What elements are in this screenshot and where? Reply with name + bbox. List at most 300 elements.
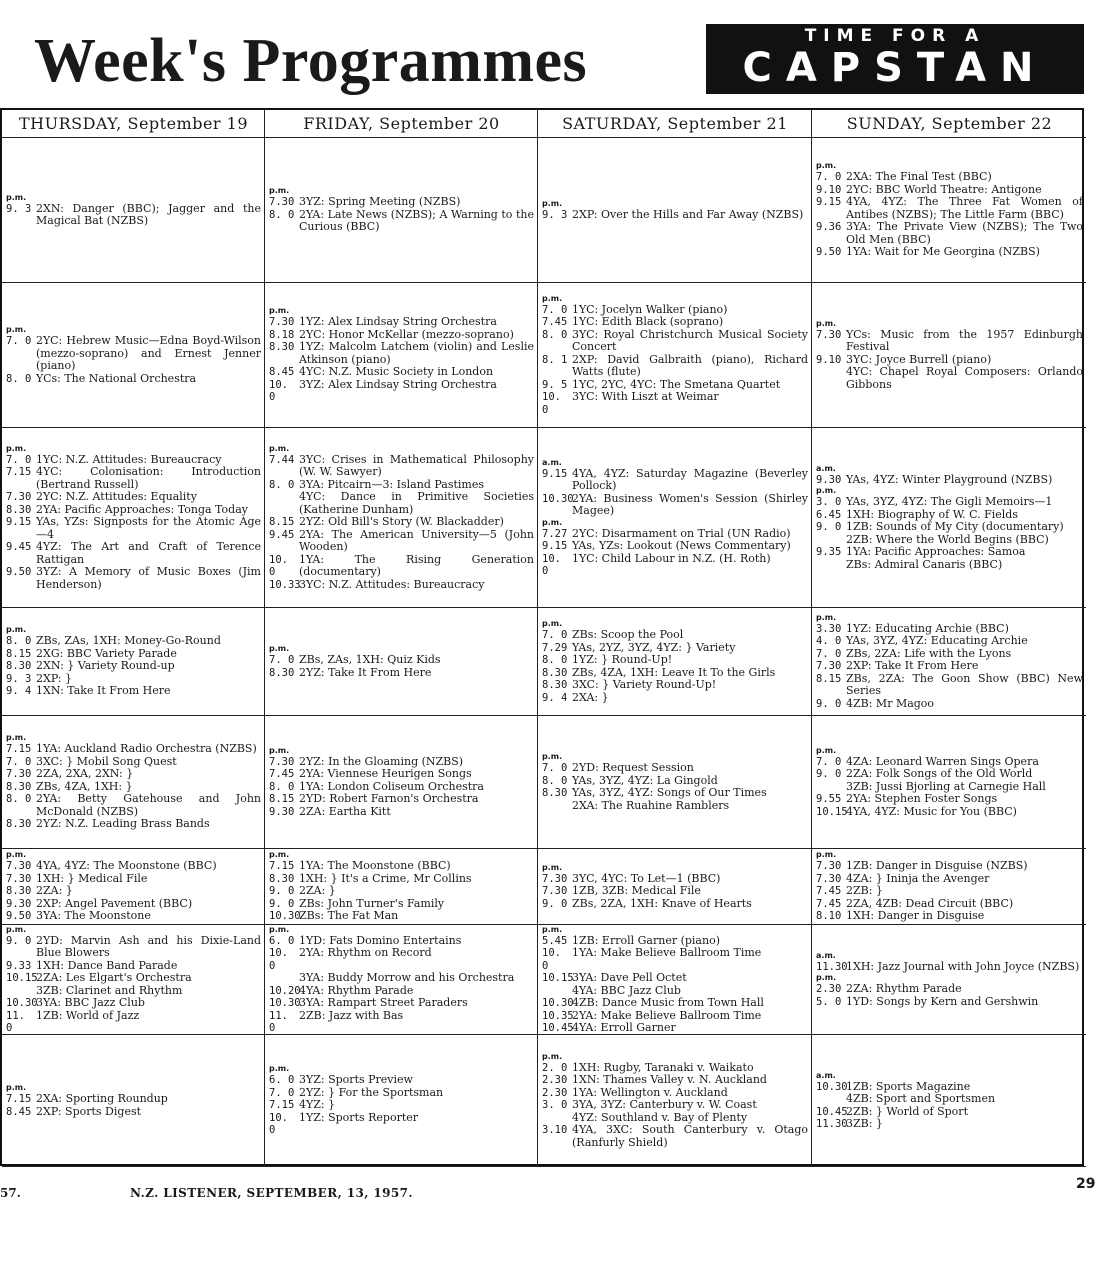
programme-title: 2ZB: Where the World Begins (BBC) bbox=[846, 532, 1049, 546]
programme-entry bbox=[6, 1010, 261, 1035]
programme-cell bbox=[265, 716, 538, 849]
programme-title: 1YA: Auckland Radio Orchestra (NZBS) bbox=[36, 742, 257, 756]
programme-title: 3YC: Royal Christchurch Musical Society Concert bbox=[572, 327, 808, 354]
programme-entry bbox=[816, 246, 1083, 259]
programme-title: 1YC: Jocelyn Walker (piano) bbox=[572, 302, 728, 316]
programme-entry bbox=[269, 997, 534, 1010]
programme-time: 9. 3 bbox=[6, 202, 32, 215]
programme-title: 2XA: The Ruahine Ramblers bbox=[572, 798, 730, 812]
day-header: FRIDAY, September 20 bbox=[265, 110, 538, 138]
programme-entry bbox=[6, 373, 261, 386]
programme-time: 11. 0 bbox=[6, 1009, 25, 1034]
programme-title: 2YC: Honor McKellar (mezzo-soprano) bbox=[299, 327, 514, 341]
time-period-label: a.m. bbox=[816, 463, 836, 473]
programme-time: 7.45 bbox=[816, 885, 842, 898]
programme-time: 8.30 bbox=[6, 780, 32, 793]
programme-cell bbox=[2, 716, 265, 849]
programme-entry bbox=[269, 947, 534, 972]
programme-entry bbox=[269, 768, 534, 781]
programme-time: 7.15 bbox=[269, 860, 295, 873]
programme-title: YAs, 4YZ: Winter Playground (NZBS) bbox=[846, 472, 1053, 486]
time-period-label: p.m. bbox=[542, 517, 563, 527]
programme-entry bbox=[6, 635, 261, 648]
programme-time: 9. 0 bbox=[269, 897, 295, 910]
programme-entry bbox=[542, 1022, 808, 1035]
programme-time: 8.30 bbox=[542, 666, 568, 679]
programme-time: 9. 0 bbox=[6, 934, 32, 947]
time-period-label: p.m. bbox=[6, 192, 27, 202]
programme-title: 1YA: Pacific Approaches: Samoa bbox=[846, 545, 1026, 559]
time-period-label: p.m. bbox=[269, 925, 290, 934]
programme-title: YAs, 3YZ, 4YZ: Educating Archie bbox=[846, 634, 1028, 648]
programme-title: 1YD: Fats Domino Entertains bbox=[299, 933, 462, 947]
programme-entry bbox=[6, 541, 261, 566]
programme-time: 4. 0 bbox=[816, 635, 842, 648]
programme-entry bbox=[816, 793, 1083, 806]
programme-entry bbox=[6, 1106, 261, 1119]
programme-cell bbox=[265, 428, 538, 608]
programme-time bbox=[816, 781, 846, 794]
programme-time: 8.30 bbox=[6, 503, 32, 516]
time-period-label: p.m. bbox=[269, 644, 290, 653]
programme-cell bbox=[265, 608, 538, 716]
programme-time: 7.30 bbox=[542, 885, 568, 898]
programme-time: 7. 0 bbox=[6, 335, 32, 347]
programme-time: 7.45 bbox=[542, 316, 568, 329]
programme-title: ZBs, 2ZA: Life with the Lyons bbox=[846, 646, 1012, 660]
time-period-label: p.m. bbox=[816, 612, 837, 622]
programme-title: 3YA: Pitcairn—3: Island Pastimes bbox=[299, 477, 484, 491]
programme-title: 4YA, 3XC: South Canterbury v. Otago (Ranfurly Shield) bbox=[572, 1123, 808, 1149]
programme-time: 9.55 bbox=[816, 793, 842, 806]
programme-entry bbox=[269, 654, 534, 667]
programme-time: 10. 0 bbox=[269, 378, 288, 404]
programme-cell bbox=[812, 1035, 1086, 1167]
time-period-label: p.m. bbox=[6, 1083, 27, 1092]
time-period-label: p.m. bbox=[542, 619, 563, 628]
programme-time: 10.35 bbox=[542, 1009, 574, 1022]
programme-title: 1ZB: Danger in Disguise (NZBS) bbox=[846, 859, 1028, 873]
programme-entry bbox=[816, 885, 1083, 898]
programme-entry bbox=[269, 579, 534, 592]
programme-title: 3YC: N.Z. Attitudes: Bureaucracy bbox=[299, 577, 485, 591]
time-period-label: p.m. bbox=[6, 443, 27, 453]
programme-time: 7.29 bbox=[542, 641, 568, 654]
programme-cell bbox=[538, 283, 812, 428]
programme-time bbox=[816, 559, 846, 572]
programme-time: 9.15 bbox=[6, 516, 32, 529]
programme-title: YCs: Music from the 1957 Edinburgh Festival bbox=[846, 327, 1083, 354]
programme-entry bbox=[542, 898, 808, 911]
programme-title: 2XP: Sports Digest bbox=[36, 1104, 142, 1118]
programme-entry bbox=[542, 391, 808, 416]
programme-time bbox=[542, 1112, 572, 1125]
programme-title: ZBs: Admiral Canaris (BBC) bbox=[846, 557, 1003, 571]
programme-cell bbox=[2, 608, 265, 716]
programme-time: 6. 0 bbox=[269, 934, 295, 947]
programme-cell bbox=[812, 138, 1086, 283]
programme-title: 2YA: Late News (NZBS); A Warning to the Curious (BBC) bbox=[299, 207, 534, 234]
programme-title: 1YD: Songs by Kern and Gershwin bbox=[846, 994, 1039, 1008]
programme-time: 7.30 bbox=[816, 860, 842, 873]
programme-title: 4ZB: Mr Magoo bbox=[846, 696, 935, 710]
programme-entry bbox=[269, 806, 534, 819]
programme-cell bbox=[812, 716, 1086, 849]
programme-title: 4ZB: Dance Music from Town Hall bbox=[572, 996, 764, 1009]
programme-time: 8.18 bbox=[269, 328, 295, 341]
programme-time: 9.45 bbox=[269, 528, 295, 541]
programme-entry bbox=[542, 787, 808, 800]
programme-time: 9.30 bbox=[6, 897, 32, 910]
programme-title: 4YC: N.Z. Music Society in London bbox=[299, 365, 494, 379]
programme-title: ZBs, ZAs, 1XH: Quiz Kids bbox=[299, 653, 441, 666]
programme-time: 3. 0 bbox=[816, 496, 842, 509]
programme-title: 4YC: Chapel Royal Composers: Orlando Gibbons bbox=[846, 365, 1083, 391]
programme-time: 2.30 bbox=[542, 1086, 568, 1099]
programme-entry bbox=[816, 1118, 1083, 1131]
programme-time: 9.45 bbox=[6, 541, 32, 554]
programme-title: 2ZA, 4ZB: Dead Circuit (BBC) bbox=[846, 896, 1014, 910]
footer-publication: N.Z. LISTENER, SEPTEMBER, 13, 1957. bbox=[130, 1186, 413, 1200]
programme-title: 2YC: BBC World Theatre: Antigone bbox=[846, 182, 1042, 196]
programme-title: 2XP: } bbox=[36, 671, 73, 685]
programme-grid bbox=[0, 108, 1084, 1166]
programme-time: 7. 0 bbox=[816, 171, 842, 184]
programme-title: 2XA: The Final Test (BBC) bbox=[846, 170, 992, 184]
programme-time: 10.30 bbox=[269, 910, 301, 923]
programme-title: 1YA: Wait for Me Georgina (NZBS) bbox=[846, 245, 1040, 259]
programme-title: 2ZA: Rhythm Parade bbox=[846, 982, 962, 996]
time-period-label: p.m. bbox=[816, 973, 837, 983]
programme-time: 10.20 bbox=[269, 984, 301, 997]
programme-time: 2. 0 bbox=[542, 1061, 568, 1074]
programme-title: 2YZ: N.Z. Leading Brass Bands bbox=[36, 817, 210, 831]
programme-title: 1ZB, 3ZB: Medical File bbox=[572, 884, 701, 898]
programme-time: 8. 0 bbox=[269, 208, 295, 221]
programme-title: 2YA: Business Women's Session (Shirley Magee) bbox=[572, 491, 808, 517]
programme-time: 10.45 bbox=[542, 1022, 574, 1034]
programme-entry bbox=[269, 1010, 534, 1035]
programme-title: 3YC, 4YC: To Let—1 (BBC) bbox=[572, 871, 721, 885]
advert-line-2: CAPSTAN bbox=[742, 45, 1048, 91]
programme-title: 3YA: The Moonstone bbox=[36, 909, 151, 923]
programme-time: 9.33 bbox=[6, 959, 32, 972]
programme-entry bbox=[269, 1099, 534, 1112]
time-period-label: p.m. bbox=[269, 186, 290, 196]
programme-title: 4YA, 4YZ: The Moonstone (BBC) bbox=[36, 859, 217, 873]
programme-entry bbox=[542, 997, 808, 1010]
programme-entry bbox=[269, 516, 534, 529]
programme-entry bbox=[6, 818, 261, 831]
time-period-label: p.m. bbox=[6, 850, 27, 860]
programme-title: YAs, 2YZ, 3YZ, 4YZ: } Variety bbox=[572, 640, 736, 654]
programme-title: 2ZA: Les Elgart's Orchestra bbox=[36, 971, 192, 984]
programme-entry bbox=[816, 221, 1083, 246]
programme-title: 1XN: Thames Valley v. N. Auckland bbox=[572, 1073, 767, 1087]
programme-entry bbox=[269, 341, 534, 366]
programme-entry bbox=[269, 209, 534, 234]
programme-entry bbox=[269, 529, 534, 554]
programme-entry bbox=[542, 947, 808, 972]
time-period-label: p.m. bbox=[816, 318, 837, 328]
programme-time: 3. 0 bbox=[542, 1099, 568, 1112]
programme-time: 7.30 bbox=[6, 872, 32, 885]
programme-entry bbox=[816, 910, 1083, 923]
programme-entry bbox=[542, 354, 808, 379]
programme-title: 4ZA: } Ininja the Avenger bbox=[846, 871, 990, 885]
time-period-label: p.m. bbox=[542, 752, 563, 761]
programme-cell bbox=[812, 925, 1086, 1035]
programme-time: 7. 0 bbox=[816, 647, 842, 660]
programme-time: 7.30 bbox=[542, 872, 568, 885]
programme-entry bbox=[269, 491, 534, 516]
programme-title: 4YA, 4YZ: The Three Fat Women of Antibes (NZBS); The Little Farm (BBC) bbox=[846, 195, 1083, 221]
programme-entry bbox=[542, 493, 808, 518]
programme-cell bbox=[265, 283, 538, 428]
programme-time: 7.44 bbox=[269, 453, 295, 466]
programme-entry bbox=[542, 553, 808, 578]
programme-title: 1XH: } It's a Crime, Mr Collins bbox=[299, 871, 472, 885]
programme-entry bbox=[6, 793, 261, 818]
programme-entry bbox=[269, 366, 534, 379]
programme-cell bbox=[812, 283, 1086, 428]
programme-entry bbox=[816, 521, 1083, 534]
programme-cell bbox=[2, 138, 265, 283]
programme-cell bbox=[812, 428, 1086, 608]
programme-entry bbox=[816, 806, 1083, 819]
programme-entry bbox=[542, 540, 808, 553]
programme-time: 8.30 bbox=[6, 660, 32, 673]
programme-title: YCs: The National Orchestra bbox=[36, 371, 197, 385]
programme-entry bbox=[6, 491, 261, 504]
programme-title: 1YA: The Moonstone (BBC) bbox=[299, 859, 451, 873]
programme-time: 3.30 bbox=[816, 622, 842, 635]
programme-time: 9.10 bbox=[816, 353, 842, 366]
programme-title: 1ZB: Erroll Garner (piano) bbox=[572, 933, 720, 947]
page-title: Week's Programmes bbox=[34, 27, 588, 95]
time-period-label: p.m. bbox=[269, 745, 290, 755]
programme-title: 3YA: The Private View (NZBS); The Two Old Men (BBC) bbox=[846, 220, 1083, 246]
programme-time: 10.15 bbox=[6, 972, 38, 984]
programme-time: 10.15 bbox=[542, 972, 574, 984]
programme-time: 7. 0 bbox=[542, 762, 568, 774]
programme-time: 7. 0 bbox=[542, 629, 568, 641]
programme-title: 4YA, 4YZ: Music for You (BBC) bbox=[846, 804, 1017, 818]
programme-entry bbox=[542, 329, 808, 354]
programme-title: 2YD: Marvin Ash and his Dixie-Land Blue Blowers bbox=[36, 933, 261, 959]
programme-title: 1XH: } Medical File bbox=[36, 871, 148, 885]
programme-time: 9.50 bbox=[816, 246, 842, 259]
programme-entry bbox=[6, 685, 261, 698]
programme-title: 1XN: Take It From Here bbox=[36, 684, 171, 698]
programme-time: 3.10 bbox=[542, 1124, 568, 1137]
programme-title: 2XP: David Galbraith (piano), Richard Watts (flute) bbox=[572, 352, 808, 379]
programme-title: 4YC: Dance in Primitive Societies (Katherine Dunham) bbox=[299, 490, 534, 516]
programme-time: 7. 0 bbox=[269, 1086, 295, 1099]
programme-time: 9.10 bbox=[816, 183, 842, 196]
programme-entry bbox=[816, 996, 1083, 1009]
programme-time: 9. 4 bbox=[542, 691, 568, 704]
programme-title: ZBs: John Turner's Family bbox=[299, 896, 445, 910]
programme-time: 8.30 bbox=[269, 341, 295, 354]
programme-title: 1XH: Rugby, Taranaki v. Waikato bbox=[572, 1060, 754, 1074]
programme-title: 3YZ: Spring Meeting (NZBS) bbox=[299, 195, 461, 209]
programme-entry bbox=[816, 860, 1083, 873]
programme-time: 8. 0 bbox=[269, 478, 295, 491]
programme-entry bbox=[816, 366, 1083, 391]
programme-time: 7.30 bbox=[6, 491, 32, 504]
programme-entry bbox=[542, 629, 808, 642]
programme-title: YAs, YZs: Lookout (News Commentary) bbox=[572, 539, 791, 552]
programme-time: 8.10 bbox=[816, 910, 842, 923]
programme-title: 4YZ: } bbox=[299, 1098, 336, 1112]
programme-time: 9. 5 bbox=[542, 378, 568, 391]
programme-title: 2YZ: Old Bill's Story (W. Blackadder) bbox=[299, 515, 504, 529]
programme-cell bbox=[538, 925, 812, 1035]
programme-title: 2ZB: } World of Sport bbox=[846, 1104, 968, 1118]
programme-time: 7.30 bbox=[269, 316, 295, 329]
programme-time: 5. 0 bbox=[816, 995, 842, 1008]
programme-title: 3YC: With Liszt at Weimar bbox=[572, 390, 719, 404]
programme-title: 1YA: Wellington v. Auckland bbox=[572, 1085, 728, 1099]
programme-title: 3YA: Dave Pell Octet bbox=[572, 971, 687, 984]
time-period-label: p.m. bbox=[269, 1064, 290, 1074]
programme-time: 7.30 bbox=[269, 755, 295, 768]
programme-entry bbox=[816, 546, 1083, 559]
programme-time: 9. 3 bbox=[542, 208, 568, 221]
programme-time: 5.45 bbox=[542, 934, 568, 947]
programme-entry bbox=[6, 335, 261, 373]
programme-entry bbox=[6, 768, 261, 781]
programme-time: 9.36 bbox=[816, 221, 842, 234]
programme-title: 3YA: Rampart Street Paraders bbox=[299, 996, 468, 1009]
programme-entry bbox=[542, 762, 808, 775]
time-period-label: p.m. bbox=[6, 325, 27, 334]
time-period-label: p.m. bbox=[269, 850, 290, 860]
programme-time: 9.30 bbox=[269, 805, 295, 818]
programme-entry bbox=[816, 673, 1083, 698]
programme-time: 10.30 bbox=[6, 997, 38, 1009]
time-period-label: p.m. bbox=[816, 745, 837, 755]
programme-time bbox=[816, 534, 846, 547]
programme-time: 9.30 bbox=[816, 473, 842, 486]
programme-time: 8.45 bbox=[6, 1105, 32, 1118]
time-period-label: p.m. bbox=[816, 161, 837, 171]
programme-title: 2XP: Take It From Here bbox=[846, 659, 979, 673]
programme-title: 4YA: Erroll Garner bbox=[572, 1021, 676, 1034]
programme-time: 8.30 bbox=[542, 679, 568, 691]
programme-title: 2YC: Disarmament on Trial (UN Radio) bbox=[572, 526, 791, 540]
time-period-label: a.m. bbox=[816, 950, 836, 960]
programme-title: 2XP: Angel Pavement (BBC) bbox=[36, 896, 193, 910]
programme-time: 7.30 bbox=[816, 660, 842, 673]
programme-entry bbox=[269, 379, 534, 404]
programme-title: 3YA: Buddy Morrow and his Orchestra bbox=[299, 971, 515, 984]
programme-time: 6. 0 bbox=[269, 1074, 295, 1087]
programme-cell bbox=[2, 428, 265, 608]
programme-time: 7. 0 bbox=[6, 453, 32, 466]
programme-cell bbox=[812, 849, 1086, 925]
programme-title: 1YZ: Alex Lindsay String Orchestra bbox=[299, 315, 497, 329]
programme-title: 1YZ: Malcolm Latchem (violin) and Leslie Atkinson (piano) bbox=[299, 340, 534, 366]
programme-entry bbox=[6, 466, 261, 491]
programme-entry bbox=[6, 885, 261, 898]
programme-title: YAs, YZs: Signposts for the Atomic Age—4 bbox=[36, 515, 261, 541]
programme-time: 8.30 bbox=[6, 818, 32, 831]
programme-time: 10. 0 bbox=[542, 947, 561, 972]
programme-entry bbox=[269, 910, 534, 923]
time-period-label: p.m. bbox=[6, 625, 27, 635]
programme-title: 1ZB: Sounds of My City (documentary) bbox=[846, 520, 1064, 534]
programme-title: 2ZA: } bbox=[36, 884, 73, 898]
programme-time: 6.45 bbox=[816, 508, 842, 521]
programme-time: 8.15 bbox=[6, 647, 32, 660]
programme-time: 10. 0 bbox=[269, 553, 288, 579]
programme-title: 1YA: The Rising Generation (documentary) bbox=[299, 552, 534, 579]
programme-time: 10. 0 bbox=[269, 1111, 288, 1137]
programme-time: 2.30 bbox=[542, 1074, 568, 1087]
programme-time: 7. 0 bbox=[542, 303, 568, 316]
programme-time: 10.30 bbox=[542, 997, 574, 1009]
programme-entry bbox=[6, 972, 261, 985]
programme-time: 8.15 bbox=[269, 793, 295, 806]
programme-time: 9.35 bbox=[816, 546, 842, 559]
programme-time: 7.15 bbox=[6, 743, 32, 756]
programme-cell bbox=[538, 138, 812, 283]
time-period-label: a.m. bbox=[542, 457, 562, 467]
programme-title: 1YC, 2YC, 4YC: The Smetana Quartet bbox=[572, 377, 781, 391]
programme-cell bbox=[2, 925, 265, 1035]
programme-title: 4YZ: The Art and Craft of Terence Rattigan bbox=[36, 540, 261, 566]
programme-title: 1YA: Make Believe Ballroom Time bbox=[572, 946, 762, 959]
programme-time: 9. 0 bbox=[269, 885, 295, 898]
time-period-label: p.m. bbox=[6, 733, 27, 743]
programme-entry bbox=[542, 1074, 808, 1087]
programme-title: 3XC: } Variety Round-Up! bbox=[572, 678, 717, 691]
programme-time: 11.30 bbox=[816, 960, 848, 973]
programme-cell bbox=[812, 608, 1086, 716]
programme-time: 7.30 bbox=[6, 860, 32, 873]
programme-entry bbox=[269, 885, 534, 898]
programme-entry bbox=[816, 474, 1083, 487]
programme-time: 7.30 bbox=[269, 196, 295, 209]
programme-time: 8. 0 bbox=[542, 774, 568, 787]
programme-entry bbox=[542, 1099, 808, 1112]
programme-time: 7.15 bbox=[269, 1099, 295, 1112]
programme-entry bbox=[269, 454, 534, 479]
programme-title: 3YZ: A Memory of Music Boxes (Jim Henderson) bbox=[36, 565, 261, 591]
programme-title: 3XC: } Mobil Song Quest bbox=[36, 754, 177, 768]
programme-time: 7.15 bbox=[6, 466, 32, 479]
programme-entry bbox=[6, 566, 261, 591]
programme-entry bbox=[816, 496, 1083, 509]
time-period-label: p.m. bbox=[542, 198, 563, 208]
programme-title: 2ZA: Folk Songs of the Old World bbox=[846, 767, 1033, 781]
programme-title: 2YZ: } For the Sportsman bbox=[299, 1085, 444, 1099]
programme-time: 8.15 bbox=[816, 672, 842, 685]
page-footer bbox=[0, 1176, 1100, 1210]
programme-title: 2XN: Danger (BBC); Jagger and the Magical Bat (NZBS) bbox=[36, 201, 261, 227]
programme-time bbox=[6, 985, 36, 998]
programme-time: 10.30 bbox=[269, 997, 301, 1009]
programme-time: 9.50 bbox=[6, 910, 32, 923]
programme-cell bbox=[538, 1035, 812, 1167]
programme-entry bbox=[542, 654, 808, 667]
programme-time: 8.45 bbox=[269, 366, 295, 379]
programme-title: ZBs: Scoop the Pool bbox=[572, 628, 684, 641]
programme-title: ZBs, 2ZA: The Goon Show (BBC) New Series bbox=[846, 671, 1083, 698]
programme-time: 8. 1 bbox=[542, 353, 568, 366]
